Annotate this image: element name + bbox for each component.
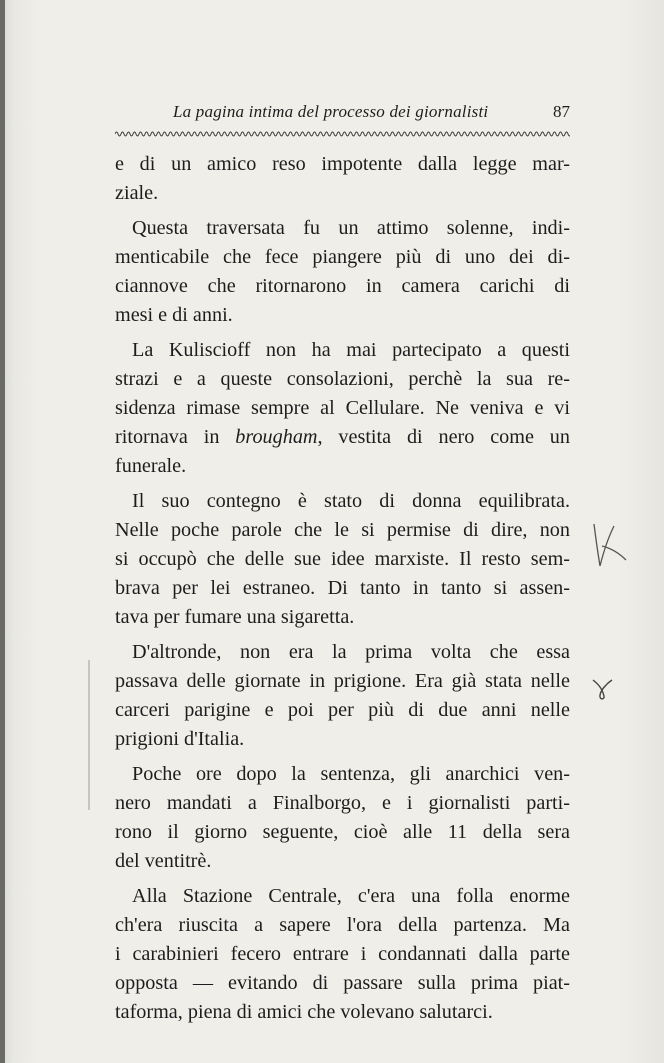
text-line: si occupò che delle sue idee marxiste. Il resto sem- (115, 548, 570, 570)
text-line: tava per fumare una sigaretta. (115, 606, 355, 628)
paragraph (115, 882, 570, 1027)
text-line: funerale. (115, 455, 187, 477)
text-line: taforma, piena di amici che volevano salutarci. (115, 1001, 493, 1023)
paragraph (115, 487, 570, 632)
wavy-rule-ornament (115, 128, 570, 140)
paragraph (115, 150, 570, 208)
body-text (115, 150, 570, 1033)
text-line: Alla Stazione Centrale, c'era una folla enorme (132, 885, 570, 907)
paragraph (115, 760, 570, 876)
text-line: Questa traversata fu un attimo solenne, indi- (132, 217, 570, 239)
italic-word: brougham (235, 426, 318, 448)
paragraph (115, 638, 570, 754)
text-line: opposta — evitando di passare sulla prima piat- (115, 972, 570, 994)
text-line: D'altronde, non era la prima volta che essa (132, 641, 570, 663)
text-line: passava delle giornate in prigione. Era già stata nelle (115, 670, 570, 692)
running-title: La pagina intima del processo dei giornalisti (173, 102, 489, 121)
text-line: prigioni d'Italia. (115, 728, 245, 750)
text-line: Nelle poche parole che le si permise di dire, non (115, 519, 570, 541)
text-line: ziale. (115, 182, 159, 204)
page-number: 87 (553, 102, 570, 121)
text-line: ciannove che ritornarono in camera carichi di (115, 275, 570, 297)
text-line: ch'era riuscita a sapere l'ora della partenza. Ma (115, 914, 570, 936)
handwritten-margin-mark (590, 676, 616, 702)
text-line: i carabinieri fecero entrare i condannati dalla parte (115, 943, 570, 965)
text-line: brava per lei estraneo. Di tanto in tanto si assen- (115, 577, 570, 599)
text-line: sidenza rimase sempre al Cellulare. Ne veniva e vi (115, 397, 570, 419)
text-line: menticabile che fece piangere più di uno dei di- (115, 246, 570, 268)
paragraph (115, 336, 570, 481)
paragraph (115, 214, 570, 330)
text-line: Il suo contegno è stato di donna equilibrata. (132, 490, 570, 512)
text-line: strazi e a queste consolazioni, perchè la sua re- (115, 368, 570, 390)
margin-pencil-line (88, 660, 90, 810)
text-line: ritornava in brougham, vestita di nero come un (115, 426, 570, 448)
text-line: del ventitrè. (115, 850, 212, 872)
text-line: rono il giorno seguente, cioè alle 11 della sera (115, 821, 570, 843)
text-line: Poche ore dopo la sentenza, gli anarchici ven- (132, 763, 570, 785)
text-line: mesi e di anni. (115, 304, 233, 326)
page-spine-shadow (0, 0, 5, 1063)
text-line: carceri parigine e poi per più di due anni nelle (115, 699, 570, 721)
text-line: e di un amico reso impotente dalla legge mar- (115, 153, 570, 175)
handwritten-margin-mark (588, 520, 628, 570)
text-line: nero mandati a Finalborgo, e i giornalisti parti- (115, 792, 570, 814)
text-line: La Kuliscioff non ha mai partecipato a questi (132, 339, 570, 361)
